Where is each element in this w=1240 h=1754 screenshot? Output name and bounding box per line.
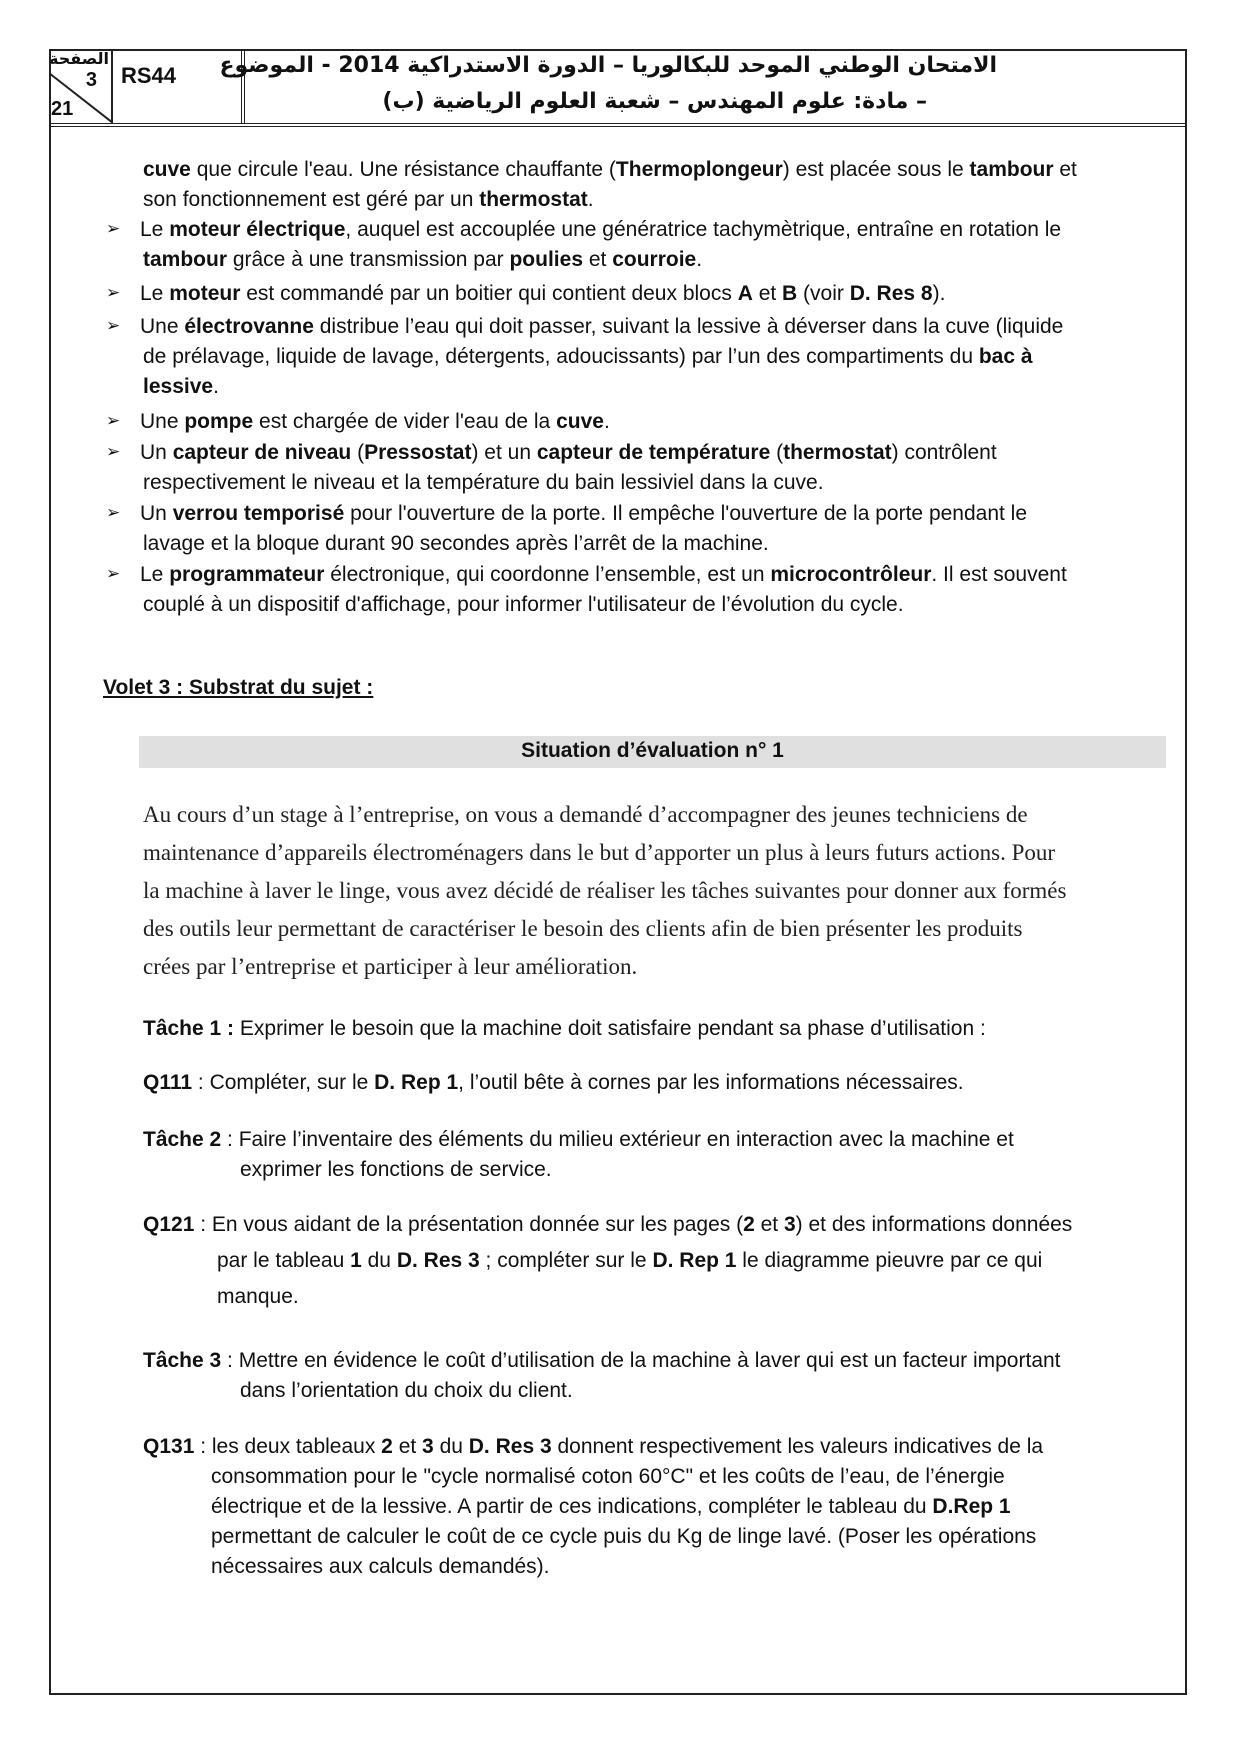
question-q121-line-2: par le tableau 1 du D. Res 3 ; compléter sur le D. Rep 1 le diagramme pieuvre par ce qui: [217, 1249, 1043, 1272]
bullet-arrow-icon: ➢: [106, 564, 121, 583]
bullet-line: de prélavage, liquide de lavage, détergents, adoucissants) par l’un des compartiments du bac à: [143, 345, 1033, 368]
bullet-line: tambour grâce à une transmission par poulies et courroie.: [143, 248, 703, 271]
exam-title-box: [219, 49, 1187, 123]
question-q131-line-4: permettant de calculer le coût de ce cycle puis du Kg de linge lavé. (Poser les opérations: [211, 1525, 1037, 1548]
situation-title: Situation d’évaluation n° 1: [521, 739, 784, 762]
bullet-line: Le moteur électrique, auquel est accouplée une génératrice tachymètrique, entraîne en rotation le: [140, 218, 1062, 241]
page-number-box: [49, 49, 113, 123]
task-2: Tâche 2 : Faire l’inventaire des éléments du milieu extérieur en interaction avec la machine et: [143, 1128, 1014, 1151]
exam-title-line1: الامتحان الوطني الموحد للبكالوريا – الدورة الاستدراكية 2014 - الموضوع: [219, 53, 997, 78]
situation-paragraph-line: maintenance d’appareils électroménagers dans le but d’apporter un plus à leurs futurs actions. Pour: [143, 840, 1056, 865]
bullet-arrow-icon: ➢: [106, 316, 121, 335]
bullet-arrow-icon: ➢: [106, 411, 121, 430]
bullet-arrow-icon: ➢: [106, 442, 121, 461]
intro-line-2: son fonctionnement est géré par un thermostat.: [143, 188, 594, 211]
bullet-line: Une électrovanne distribue l’eau qui doit passer, suivant la lessive à déverser dans la cuve (liquide: [140, 315, 1064, 338]
task-2-line-2: exprimer les fonctions de service.: [240, 1158, 552, 1181]
bullet-arrow-icon: ➢: [106, 503, 121, 522]
question-q131: Q131 : les deux tableaux 2 et 3 du D. Res 3 donnent respectivement les valeurs indicatives de la: [143, 1435, 1044, 1458]
intro-line-1: cuve que circule l'eau. Une résistance chauffante (Thermoplongeur) est placée sous le tambour et: [143, 158, 1077, 181]
situation-paragraph-line: des outils leur permettant de caractériser le besoin des clients afin de bien présenter les produits: [143, 916, 1023, 941]
bullet-line: Une pompe est chargée de vider l'eau de la cuve.: [140, 410, 610, 433]
question-q111: Q111 : Compléter, sur le D. Rep 1, l’outil bête à cornes par les informations nécessaires.: [143, 1071, 964, 1094]
question-q131-line-3: électrique et de la lessive. A partir de ces indications, compléter le tableau du D.Rep 1: [211, 1495, 1011, 1518]
situation-paragraph-line: Au cours d’un stage à l’entreprise, on vous a demandé d’accompagner des jeunes techniciens de: [143, 802, 1028, 827]
bullet-line: lavage et la bloque durant 90 secondes après l’arrêt de la machine.: [143, 532, 769, 555]
question-q131-line-5: nécessaires aux calculs demandés).: [211, 1555, 550, 1578]
question-q121-line-3: manque.: [217, 1285, 299, 1308]
situation-paragraph-line: la machine à laver le linge, vous avez décidé de réaliser les tâches suivantes pour donner aux formés: [143, 878, 1067, 903]
situation-banner: [139, 736, 1166, 768]
bullet-line: respectivement le niveau et la température du bain lessiviel dans la cuve.: [143, 471, 824, 494]
total-pages: 21: [51, 98, 74, 120]
task-1: Tâche 1 : Exprimer le besoin que la machine doit satisfaire pendant sa phase d’utilisation :: [143, 1017, 986, 1040]
bullet-arrow-icon: ➢: [106, 219, 121, 238]
bullet-arrow-icon: ➢: [106, 283, 121, 302]
exam-code: RS44: [121, 63, 177, 88]
bullet-line: Un verrou temporisé pour l'ouverture de la porte. Il empêche l'ouverture de la porte pendant le: [140, 502, 1028, 525]
bullet-line: Le moteur est commandé par un boitier qui contient deux blocs A et B (voir D. Res 8).: [140, 282, 946, 305]
question-q121: Q121 : En vous aidant de la présentation donnée sur les pages (2 et 3) et des informations données: [143, 1213, 1073, 1236]
exam-header: [49, 49, 1187, 127]
bullet-line: couplé à un dispositif d'affichage, pour informer l'utilisateur de l’évolution du cycle.: [143, 593, 904, 616]
page-label: الصفحة: [49, 51, 109, 68]
question-q131-line-2: consommation pour le "cycle normalisé coton 60°C" et les coûts de l’eau, de l’énergie: [211, 1465, 1005, 1488]
situation-paragraph-line: crées par l’entreprise et participer à leur amélioration.: [143, 954, 638, 979]
task-3-line-2: dans l’orientation du choix du client.: [240, 1379, 573, 1402]
section-title: Volet 3 : Substrat du sujet :: [103, 676, 374, 699]
task-3: Tâche 3 : Mettre en évidence le coût d’utilisation de la machine à laver qui est un facteur important: [143, 1349, 1061, 1372]
bullet-line: lessive.: [143, 375, 219, 398]
bullet-line: Un capteur de niveau (Pressostat) et un capteur de température (thermostat) contrôlent: [140, 441, 997, 464]
bullet-line: Le programmateur électronique, qui coordonne l’ensemble, est un microcontrôleur. Il est souvent: [140, 563, 1067, 586]
exam-title-line2: – مادة: علوم المهندس – شعبة العلوم الرياضية (ب): [382, 89, 927, 114]
page-number: 3: [85, 69, 97, 91]
